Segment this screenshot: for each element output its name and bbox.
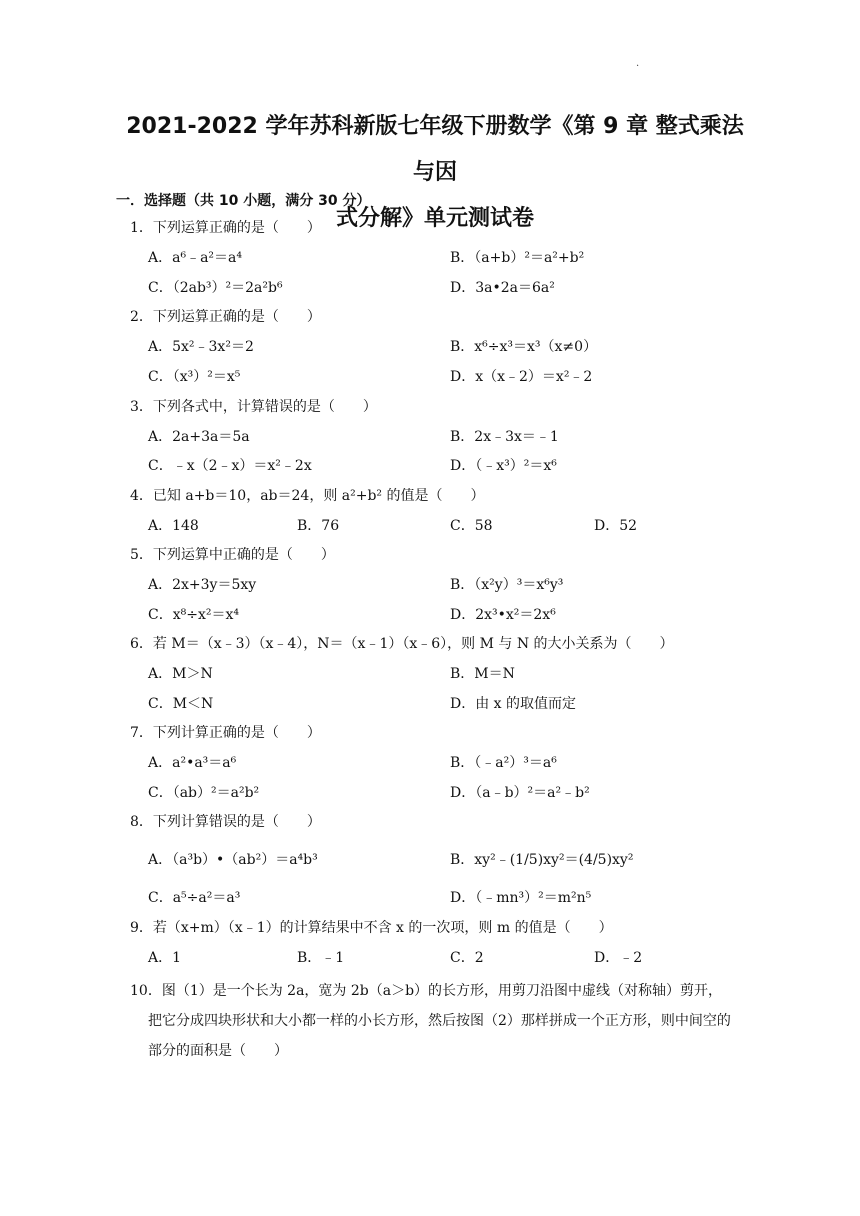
option-b: B．2x﹣3x＝﹣1 — [450, 429, 559, 445]
option-b: B．（x²y）³＝x⁶y³ — [450, 577, 564, 593]
option-a: A．2a+3a＝5a — [148, 429, 250, 445]
option-d: D．（﹣mn³）²＝m²n⁵ — [450, 890, 592, 906]
option-a: A．2x+3y＝5xy — [148, 577, 257, 593]
option-b: B．（a+b）²＝a²+b² — [450, 250, 585, 266]
question-stem: 7．下列计算正确的是（ ） — [130, 725, 321, 741]
option-d: D．由 x 的取值而定 — [450, 696, 577, 712]
option-d: D．x（x﹣2）＝x²﹣2 — [450, 369, 593, 385]
option-b: B．（﹣a²）³＝a⁶ — [450, 755, 557, 771]
option-c: C．M＜N — [148, 696, 214, 712]
option-a: A．（a³b）•（ab²）＝a⁴b³ — [148, 852, 318, 868]
option-a: A．1 — [148, 950, 182, 966]
question-stem: 3．下列各式中，计算错误的是（ ） — [130, 399, 377, 415]
question-stem: 1．下列运算正确的是（ ） — [130, 220, 321, 236]
option-c: C．（ab）²＝a²b² — [148, 785, 260, 801]
question-stem: 5．下列运算中正确的是（ ） — [130, 547, 335, 563]
question-10 — [130, 976, 740, 1066]
question-stem: 10．图（1）是一个长为 2a，宽为 2b（a＞b）的长方形，用剪刀沿图中虚线（对称轴）剪开， — [130, 983, 723, 999]
option-b: B．﹣1 — [297, 950, 345, 966]
option-d: D．2x³•x²＝2x⁶ — [450, 607, 556, 623]
option-c: C．（2ab³）²＝2a²b⁶ — [148, 280, 283, 296]
corner-mark: . — [636, 58, 640, 69]
option-b: B．76 — [297, 518, 340, 534]
option-a: A．a⁶﹣a²＝a⁴ — [148, 250, 242, 266]
option-d: D．﹣2 — [594, 950, 643, 966]
option-a: A．148 — [148, 518, 199, 534]
title-line-1: 2021-2022 学年苏科新版七年级下册数学《第 9 章 整式乘法与因 — [126, 114, 744, 185]
section-heading: 一．选择题（共 10 小题，满分 30 分） — [116, 193, 371, 209]
option-d: D．3a•2a＝6a² — [450, 280, 555, 296]
option-d: D．52 — [594, 518, 638, 534]
question-stem: 2．下列运算正确的是（ ） — [130, 309, 321, 325]
question-stem: 8．下列计算错误的是（ ） — [130, 814, 321, 830]
option-c: C．（x³）²＝x⁵ — [148, 369, 241, 385]
option-a: A．M＞N — [148, 666, 213, 682]
option-c: C．﹣x（2﹣x）＝x²﹣2x — [148, 458, 312, 474]
option-d: D．（a﹣b）²＝a²﹣b² — [450, 785, 590, 801]
title-line-2: 式分解》单元测试卷 — [335, 206, 534, 231]
option-b: B．M＝N — [450, 666, 515, 682]
question-stem-continued: 把它分成四块形状和大小都一样的小长方形，然后按图（2）那样拼成一个正方形，则中间空的部分的面积是（ ） — [148, 1013, 731, 1059]
option-c: C．2 — [450, 950, 484, 966]
question-stem: 6．若 M＝（x﹣3）（x﹣4），N＝（x﹣1）（x﹣6），则 M 与 N 的大小关系为（ ） — [130, 636, 674, 652]
question-stem: 4．已知 a+b＝10，ab＝24，则 a²+b² 的值是（ ） — [130, 488, 485, 504]
option-a: A．5x²﹣3x²＝2 — [148, 339, 254, 355]
option-a: A．a²•a³＝a⁶ — [148, 755, 237, 771]
option-b: B．x⁶÷x³＝x³（x≠0） — [450, 339, 598, 355]
option-b: B．xy²﹣(1/5)xy²＝(4/5)xy² — [450, 852, 634, 868]
option-d: D．（﹣x³）²＝x⁶ — [450, 458, 557, 474]
option-c: C．58 — [450, 518, 493, 534]
question-stem: 9．若（x+m）（x﹣1）的计算结果中不含 x 的一次项，则 m 的值是（ ） — [130, 920, 613, 936]
option-c: C．a⁵÷a²＝a³ — [148, 890, 241, 906]
option-c: C．x⁸÷x²＝x⁴ — [148, 607, 239, 623]
